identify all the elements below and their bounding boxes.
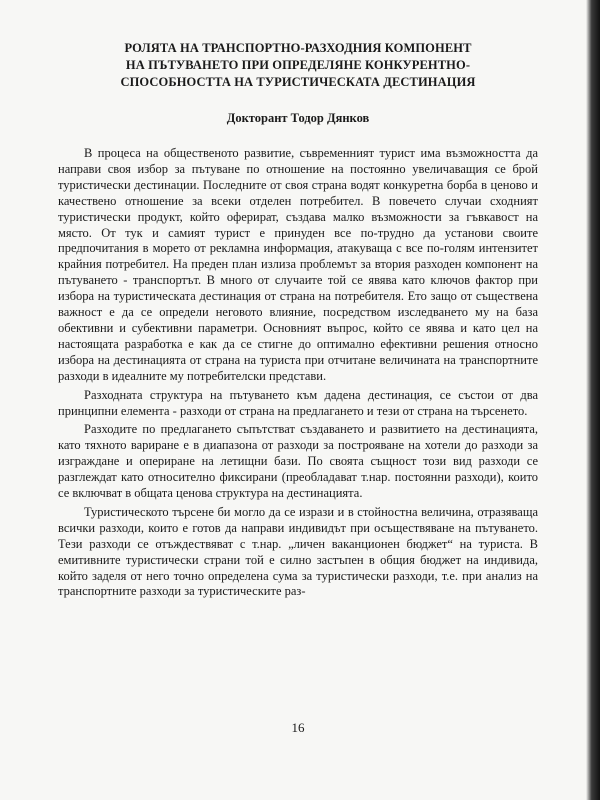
article-page bbox=[58, 40, 538, 735]
scan-edge-shadow bbox=[586, 0, 600, 800]
title-line: НА ПЪТУВАНЕТО ПРИ ОПРЕДЕЛЯНЕ КОНКУРЕНТНО- bbox=[125, 58, 471, 72]
paragraph: Разходната структура на пътуването към дадена дестинация, се състои от два принципни елемента - разходи от страна на предлагането и тези от страна на търсенето. bbox=[58, 387, 538, 418]
paragraph: В процеса на общественото развитие, съвременният турист има възможността да направи своя избор за пътуване по отношение на постоянно увеличаващия се брой туристически дестинации. Последните от своя страна водят конкуретна борба в ценово и качествено отношение за всеки отделен потребител. В повечето случаи сходният туристически продукт, който оферират, създава малко възможности за гъвкавост на място. От тук и самият турист е принуден все по-трудно да установи своите предпочитания в морето от рекламна информация, атакуваща с все по-голям интензитет крайния потребител. На преден план излиза проблемът за втория разходен компонент на пътуването - транспортът. В много от случаите той се явява като ключов фактор при избора на туристическата дестинация от страна на потребителя. Ето защо от съществена важност е да се определи неговото влияние, посредством изследването му на база обективни и субективни параметри. Основният въпрос, който се явява и като цел на настоящата разработка е как да се стигне до оптимално ефективни решения относно избора на дестинацията от страна на туриста при отчитане величината на транспортните разходи в идеалните му потребителски представи. bbox=[58, 146, 538, 383]
article-title bbox=[58, 40, 538, 91]
paragraph: Туристическото търсене би могло да се изрази и в стойностна величина, отразяваща всички разходи, които е готов да направи индивидът при осъществяване на пътуването. Тези разходи се отъждествяват с т.нар. „личен ваканционен бюджет“ на туриста. В емитивните туристически страни той е силно застъпен в общия бюджет на индивида, който заделя от него точно определена сума за туристически разходи, т.е. при анализ на транспортните разходи за туристическите раз- bbox=[58, 504, 538, 599]
page-number: 16 bbox=[291, 720, 305, 735]
author-name: Докторант Тодор Дянков bbox=[226, 111, 370, 125]
article-body bbox=[58, 146, 538, 600]
title-line: РОЛЯТА НА ТРАНСПОРТНО-РАЗХОДНИЯ КОМПОНЕНТ bbox=[124, 41, 472, 55]
title-line: СПОСОБНОСТТА НА ТУРИСТИЧЕСКАТА ДЕСТИНАЦИЯ bbox=[120, 75, 476, 89]
paragraph: Разходите по предлагането съпътстват създаването и развитието на дестинацията, като тяхното вариране е в диапазона от разходи за построяване на хотели до разходи за изграждане и опериране на летищни бази. По своята същност този вид разходи се разглеждат като относително фиксирани (преобладават т.нар. постоянни разходи), които се включват в общата ценова структура на дестинацията. bbox=[58, 422, 538, 501]
